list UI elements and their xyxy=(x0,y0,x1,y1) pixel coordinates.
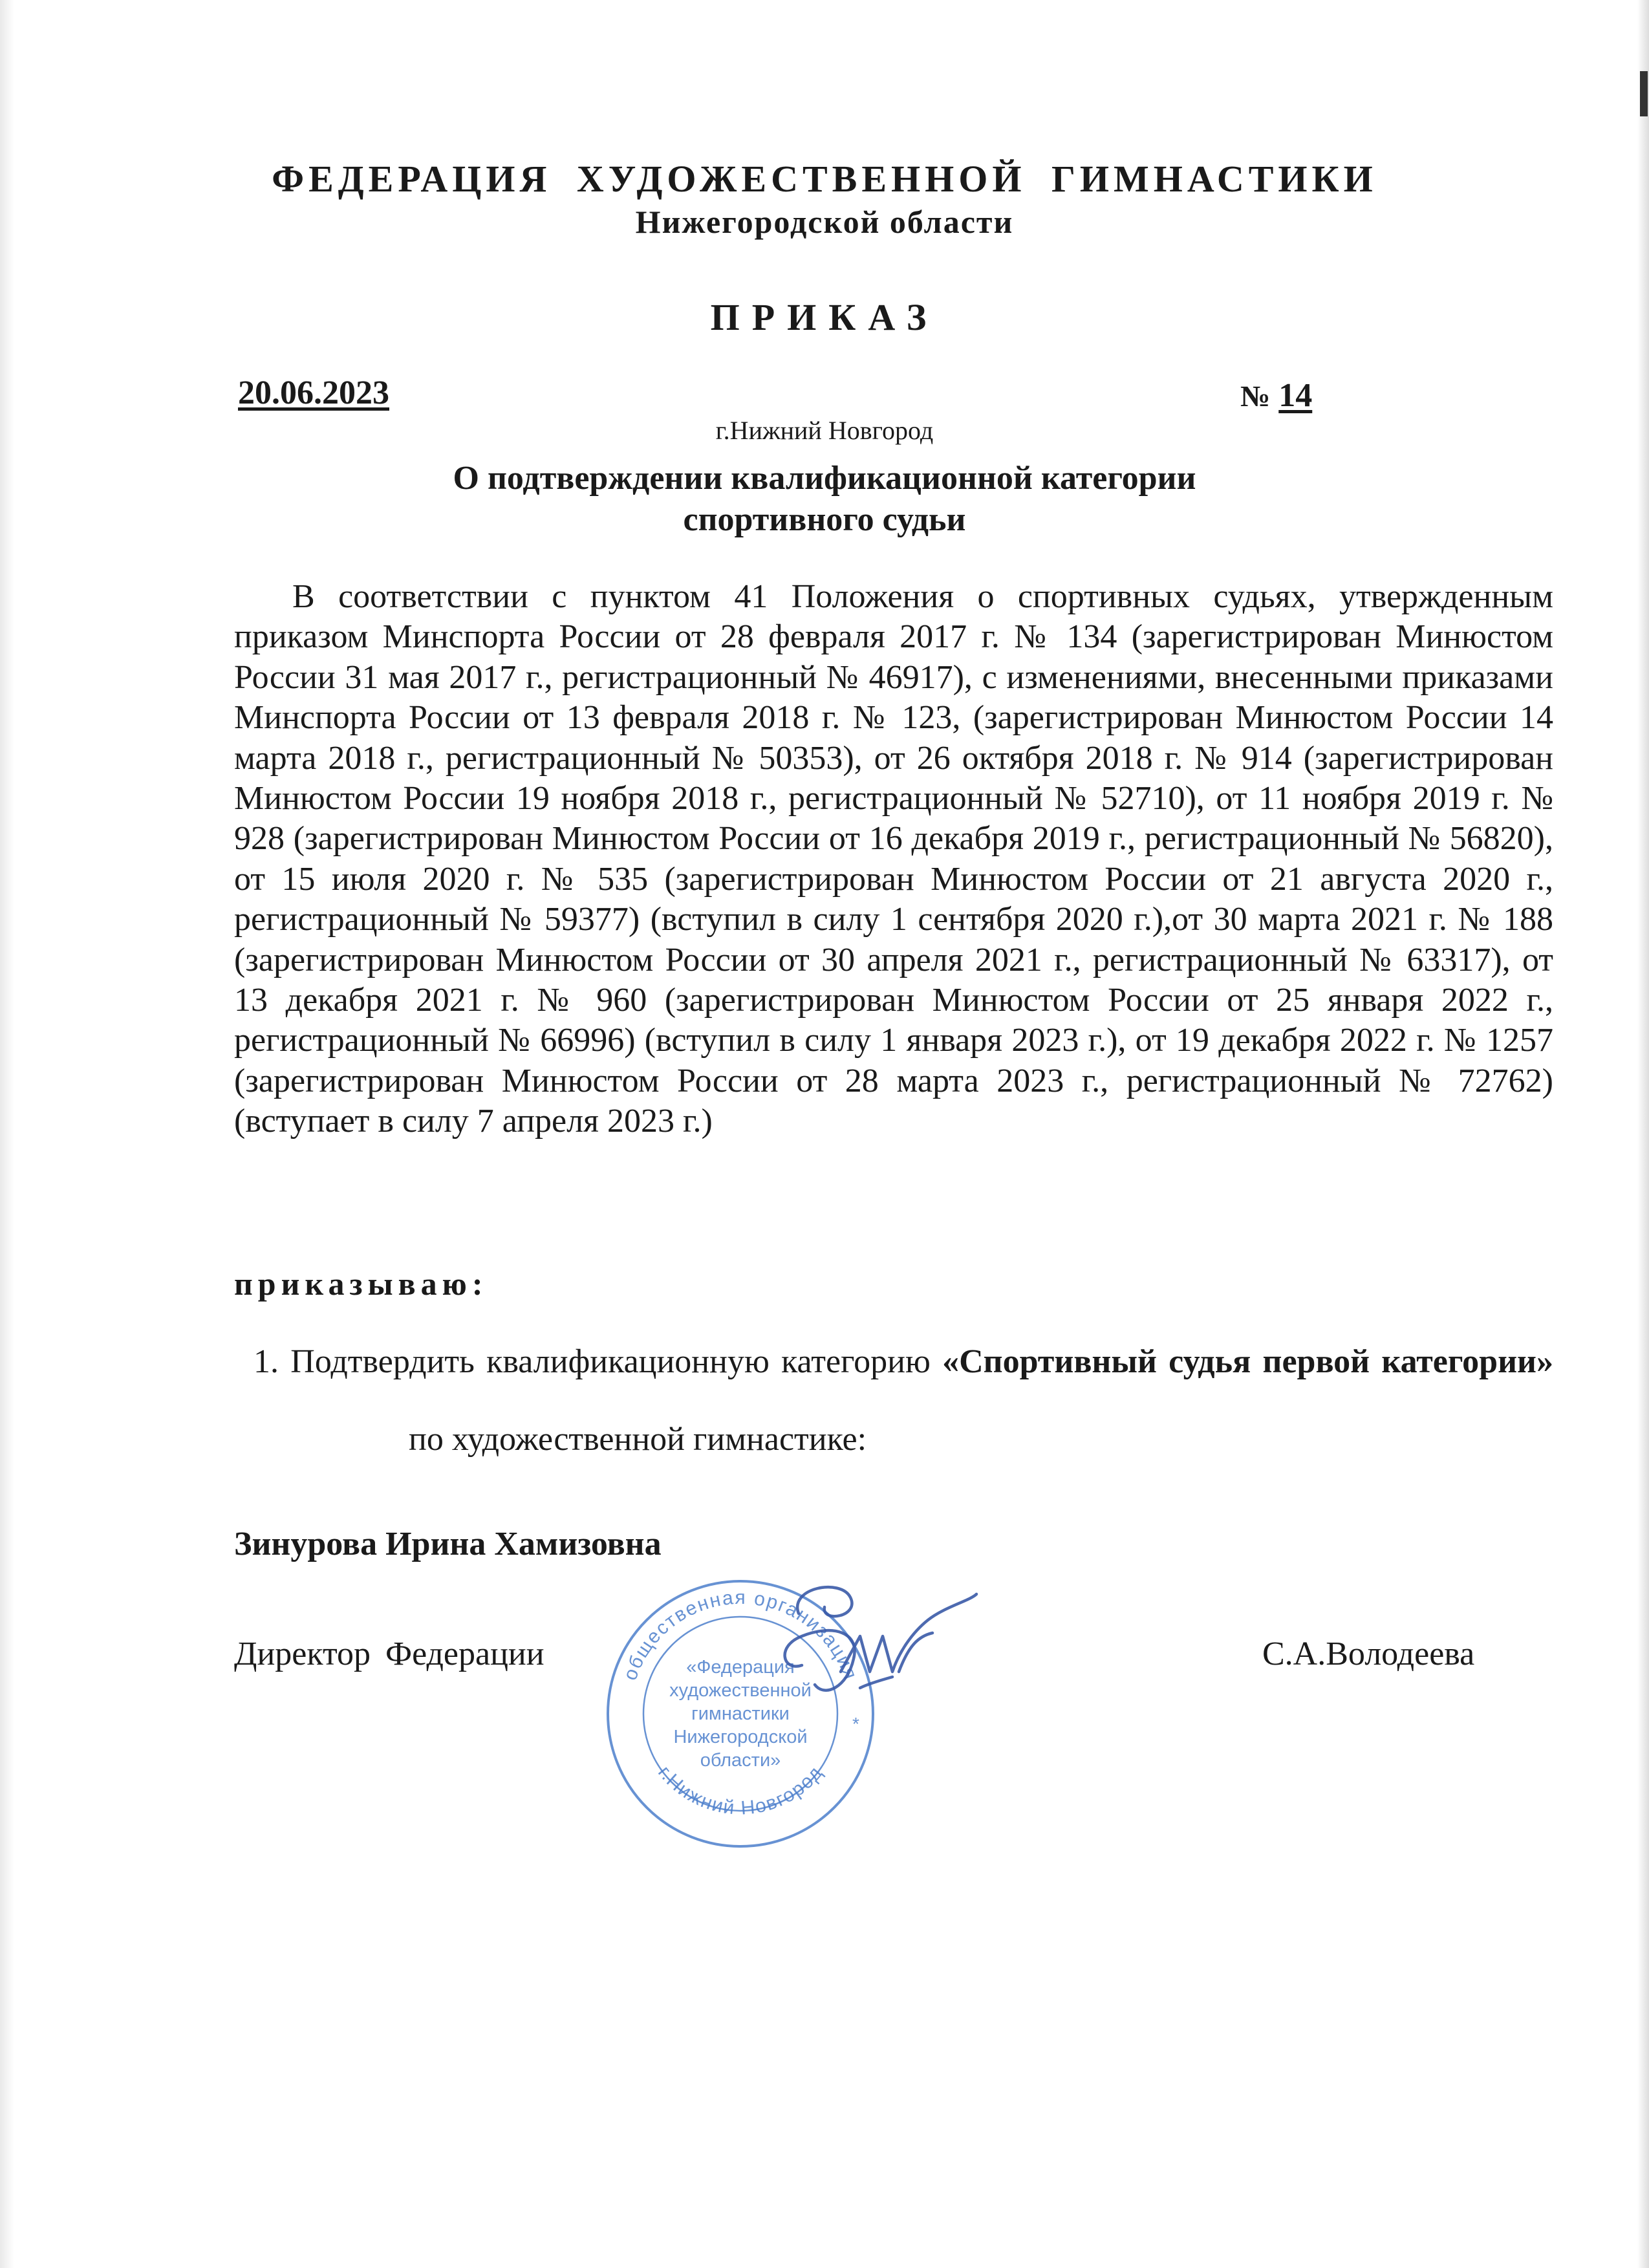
signer-name: С.А.Володеева xyxy=(1262,1636,1475,1672)
document-subject xyxy=(0,458,1649,541)
document-city: г.Нижний Новгород xyxy=(715,416,934,445)
organization-region: Нижегородской области xyxy=(635,204,1014,240)
seal-ring-bottom: г.Нижний Новгород xyxy=(653,1762,828,1819)
seal-center-line-3: гимнастики xyxy=(691,1703,790,1724)
order-item-1 xyxy=(234,1323,1553,1478)
seal-center-line-1: «Федерация xyxy=(686,1657,795,1678)
document-kind: ПРИКАЗ xyxy=(710,296,939,338)
handwritten-signature xyxy=(763,1575,983,1743)
seal-ring-top: общественная организация xyxy=(619,1586,862,1683)
preamble-paragraph: В соответствии с пунктом 41 Положения о спортивных судьях, утвержденным приказом Минспорта России от 28 февраля 2017 г. № 134 (зарегистрирован Минюстом России 31 мая 2017 г., регистрационный № 46917), с изменениями, внесенными приказами Минспорта России от 13 февраля 2018 г. № 123, (зарегистрирован Минюстом России 14 марта 2018 г., регистрационный № 50353), от 26 октября 2018 г. № 914 (зарегистрирован Минюстом России 19 ноября 2018 г., регистрационный № 52710), от 11 ноября 2019 г. № 928 (зарегистрирован Минюстом России от 16 декабря 2019 г., регистрационный № 56820), от 15 июля 2020 г. № 535 (зарегистрирован Минюстом России от 21 августа 2020 г., регистрационный № 59377) (вступил в силу 1 сентября 2020 г.),от 30 марта 2021 г. № 188 (зарегистрирован Минюстом России от 30 апреля 2021 г., регистрационный № 63317), от 13 декабря 2021 г. № 960 (зарегистрирован Минюстом России от 25 января 2022 г., регистрационный № 66996) (вступил в силу 1 января 2023 г.), от 19 декабря 2022 г. № 1257 (зарегистрирован Минюстом России от 28 марта 2023 г., регистрационный № 72762) (вступает в силу 7 апреля 2023 г.) xyxy=(234,578,1553,1140)
scan-mark xyxy=(1640,71,1648,116)
document-number xyxy=(1240,379,1312,413)
order-word: приказываю: xyxy=(234,1266,488,1302)
item-number: 1. xyxy=(253,1343,279,1380)
subject-line-2: спортивного судьи xyxy=(683,501,966,538)
number-value: 14 xyxy=(1278,377,1313,414)
item-category: «Спортивный судья первой категории» xyxy=(942,1343,1554,1380)
seal-center-line-5: области» xyxy=(700,1750,781,1771)
scan-edge-right xyxy=(1637,0,1649,2268)
seal-star-icon: * xyxy=(852,1714,859,1734)
seal-center-line-2: художественной xyxy=(669,1680,812,1701)
subject-line-1: О подтверждении квалификационной категории xyxy=(453,460,1196,497)
item-lead: Подтвердить квалификационную категорию xyxy=(290,1343,931,1380)
signer-title: Директор Федерации xyxy=(234,1636,544,1672)
seal-center-line-4: Нижегородской xyxy=(673,1727,808,1747)
item-tail: по художественной гимнастике: xyxy=(409,1421,867,1458)
scan-edge-left xyxy=(0,0,14,2268)
number-sign: № xyxy=(1240,380,1271,413)
organization-title: ФЕДЕРАЦИЯ ХУДОЖЕСТВЕННОЙ ГИМНАСТИКИ xyxy=(272,158,1377,200)
person-name: Зинурова Ирина Хамизовна xyxy=(234,1526,662,1562)
document-date: 20.06.2023 xyxy=(238,374,389,411)
